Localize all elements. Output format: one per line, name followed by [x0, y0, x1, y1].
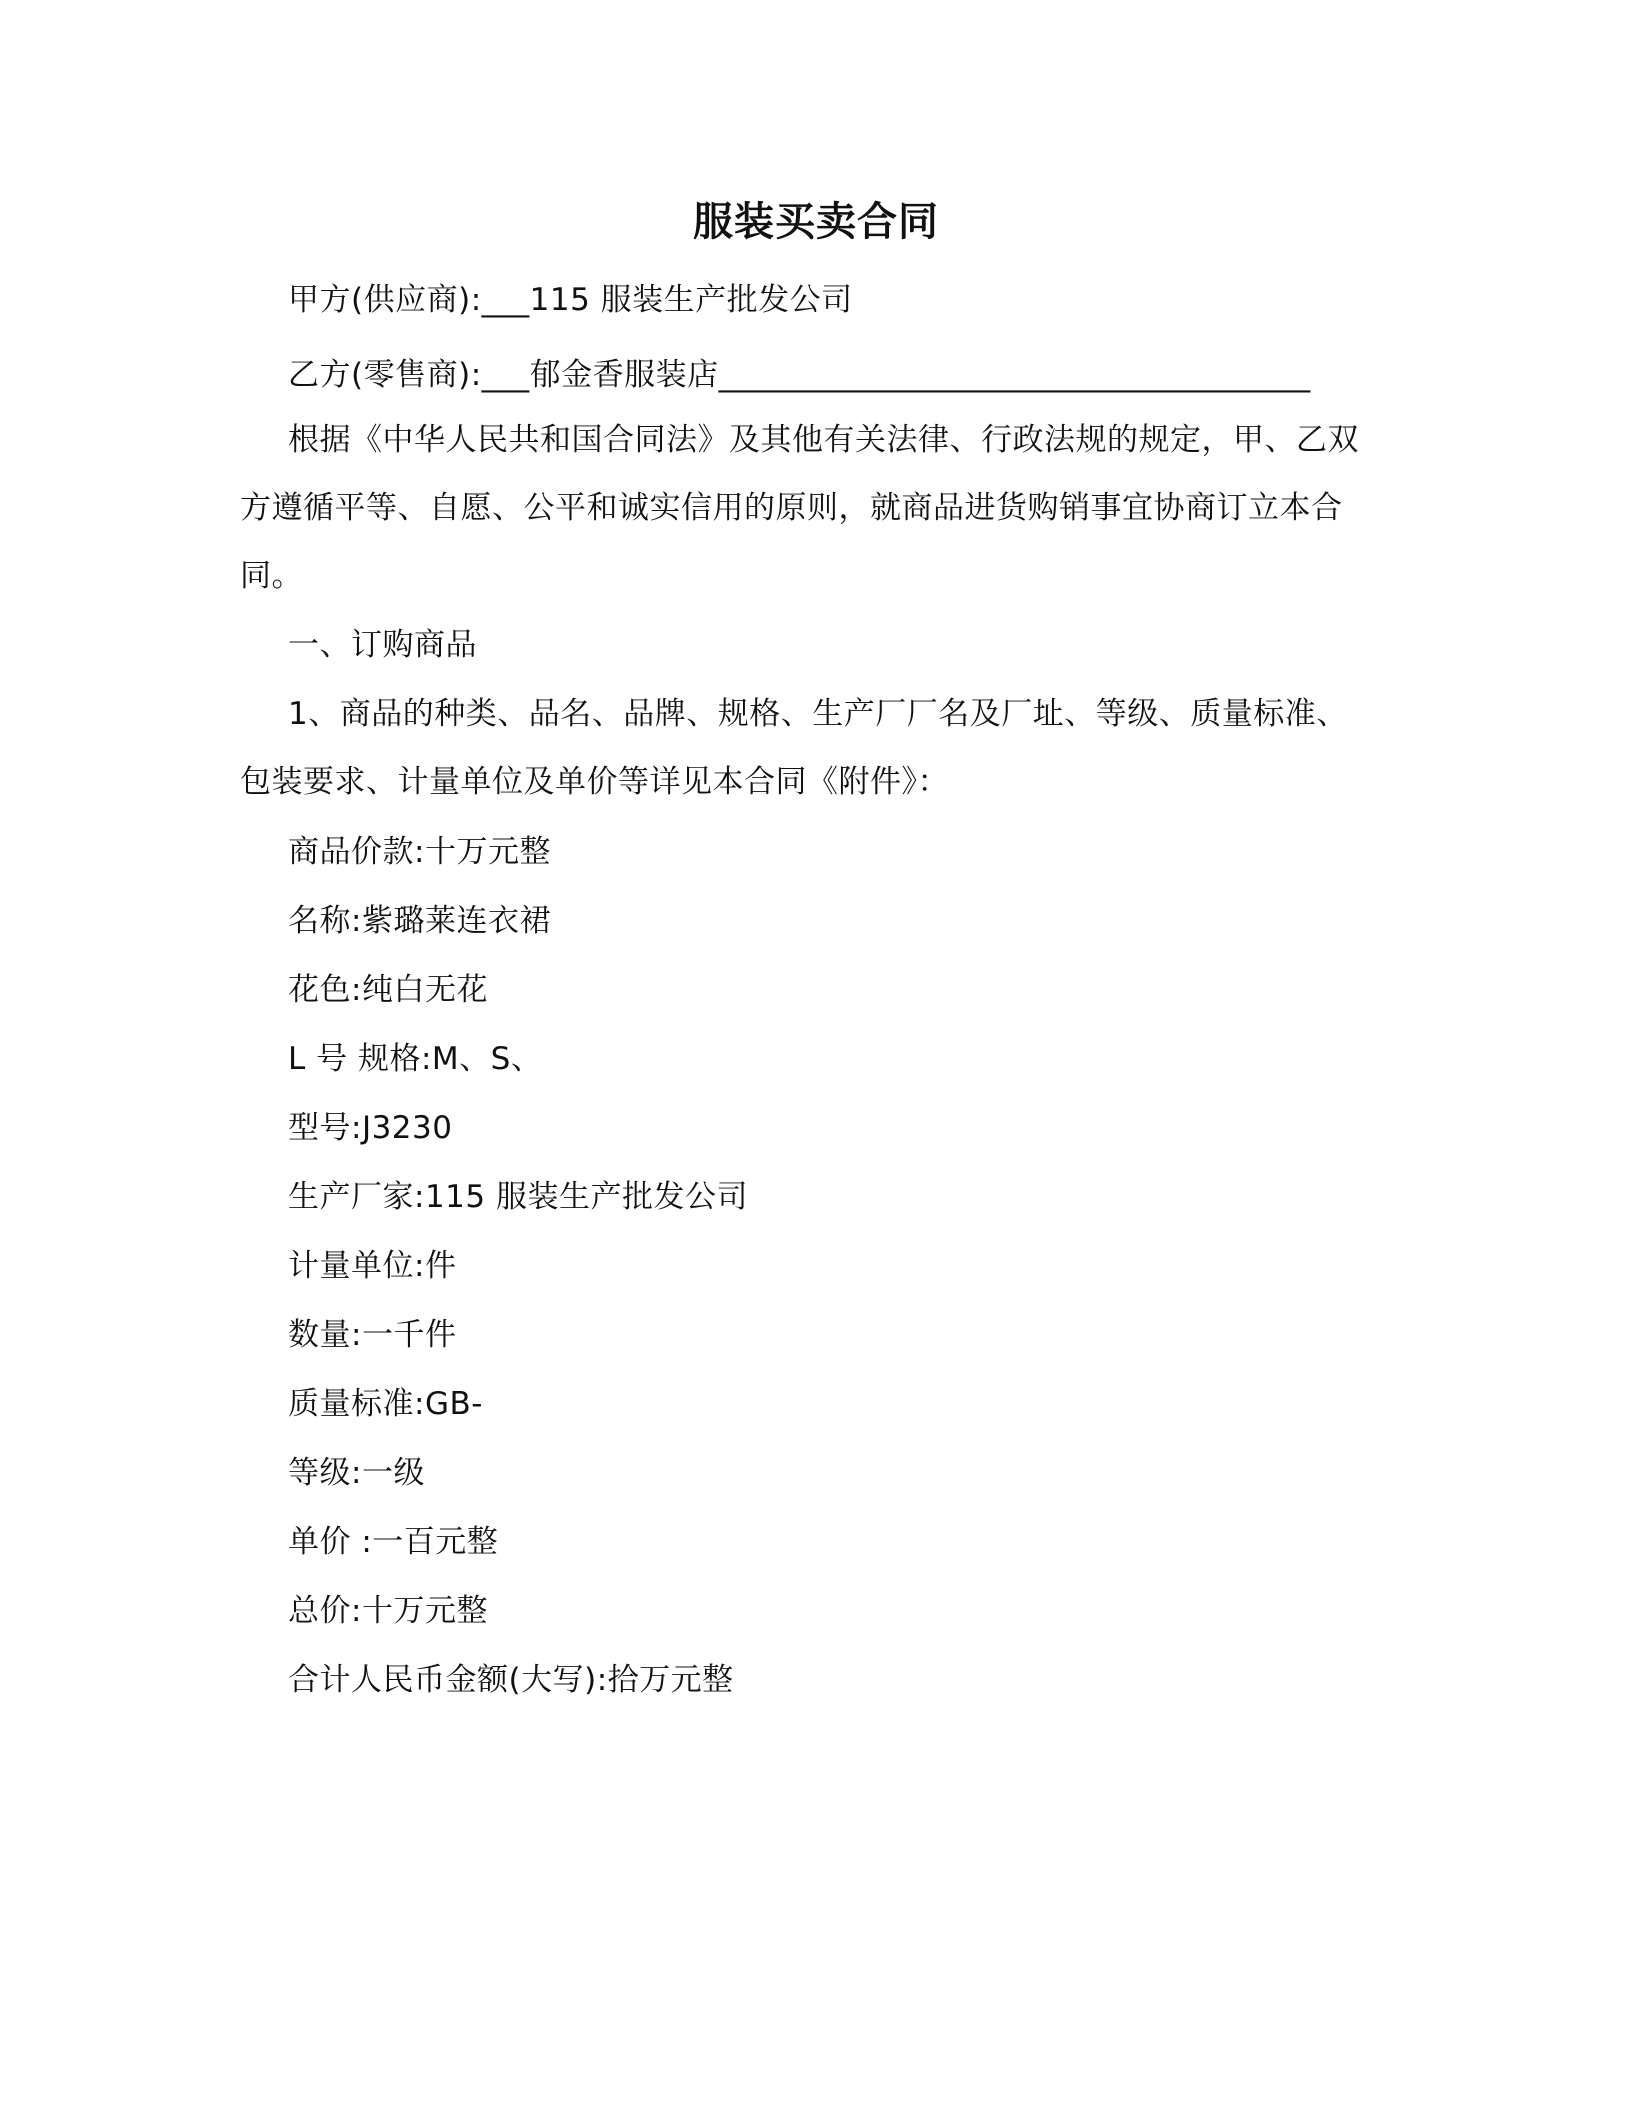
item-name: 名称:紫璐莱连衣裙 — [288, 903, 551, 939]
item-color: 花色:纯白无花 — [288, 972, 488, 1008]
item-unit: 计量单位:件 — [288, 1248, 457, 1284]
item-total-price: 总价:十万元整 — [288, 1593, 488, 1629]
party-b-line: 乙方(零售商):___郁金香服装店_____________________________________ — [288, 357, 1311, 393]
item-unit-price: 单价 :一百元整 — [288, 1524, 499, 1560]
section-heading: 一、订购商品 — [288, 627, 477, 663]
item-manufacturer: 生产厂家:115 服装生产批发公司 — [288, 1179, 748, 1215]
item-model: 型号:J3230 — [288, 1110, 453, 1146]
preamble-line-1: 根据《中华人民共和国合同法》及其他有关法律、行政法规的规定，甲、乙双 — [288, 422, 1359, 458]
clause-line-1: 1、商品的种类、品名、品牌、规格、生产厂厂名及厂址、等级、质量标准、 — [288, 696, 1348, 732]
document-title: 服装买卖合同 — [693, 199, 939, 245]
item-size: L 号 规格:M、S、 — [288, 1041, 543, 1077]
preamble-line-3: 同。 — [240, 558, 303, 594]
preamble-line-2: 方遵循平等、自愿、公平和诚实信用的原则，就商品进货购销事宜协商订立本合 — [240, 490, 1343, 526]
item-total-rmb: 合计人民币金额(大写):拾万元整 — [288, 1662, 734, 1698]
item-price: 商品价款:十万元整 — [288, 834, 551, 870]
item-quantity: 数量:一千件 — [288, 1317, 457, 1353]
clause-line-2: 包装要求、计量单位及单价等详见本合同《附件》： — [240, 764, 949, 800]
party-a-line: 甲方(供应商):___115 服装生产批发公司 — [288, 282, 853, 318]
item-grade: 等级:一级 — [288, 1455, 425, 1491]
item-quality-standard: 质量标准:GB- — [288, 1386, 483, 1422]
